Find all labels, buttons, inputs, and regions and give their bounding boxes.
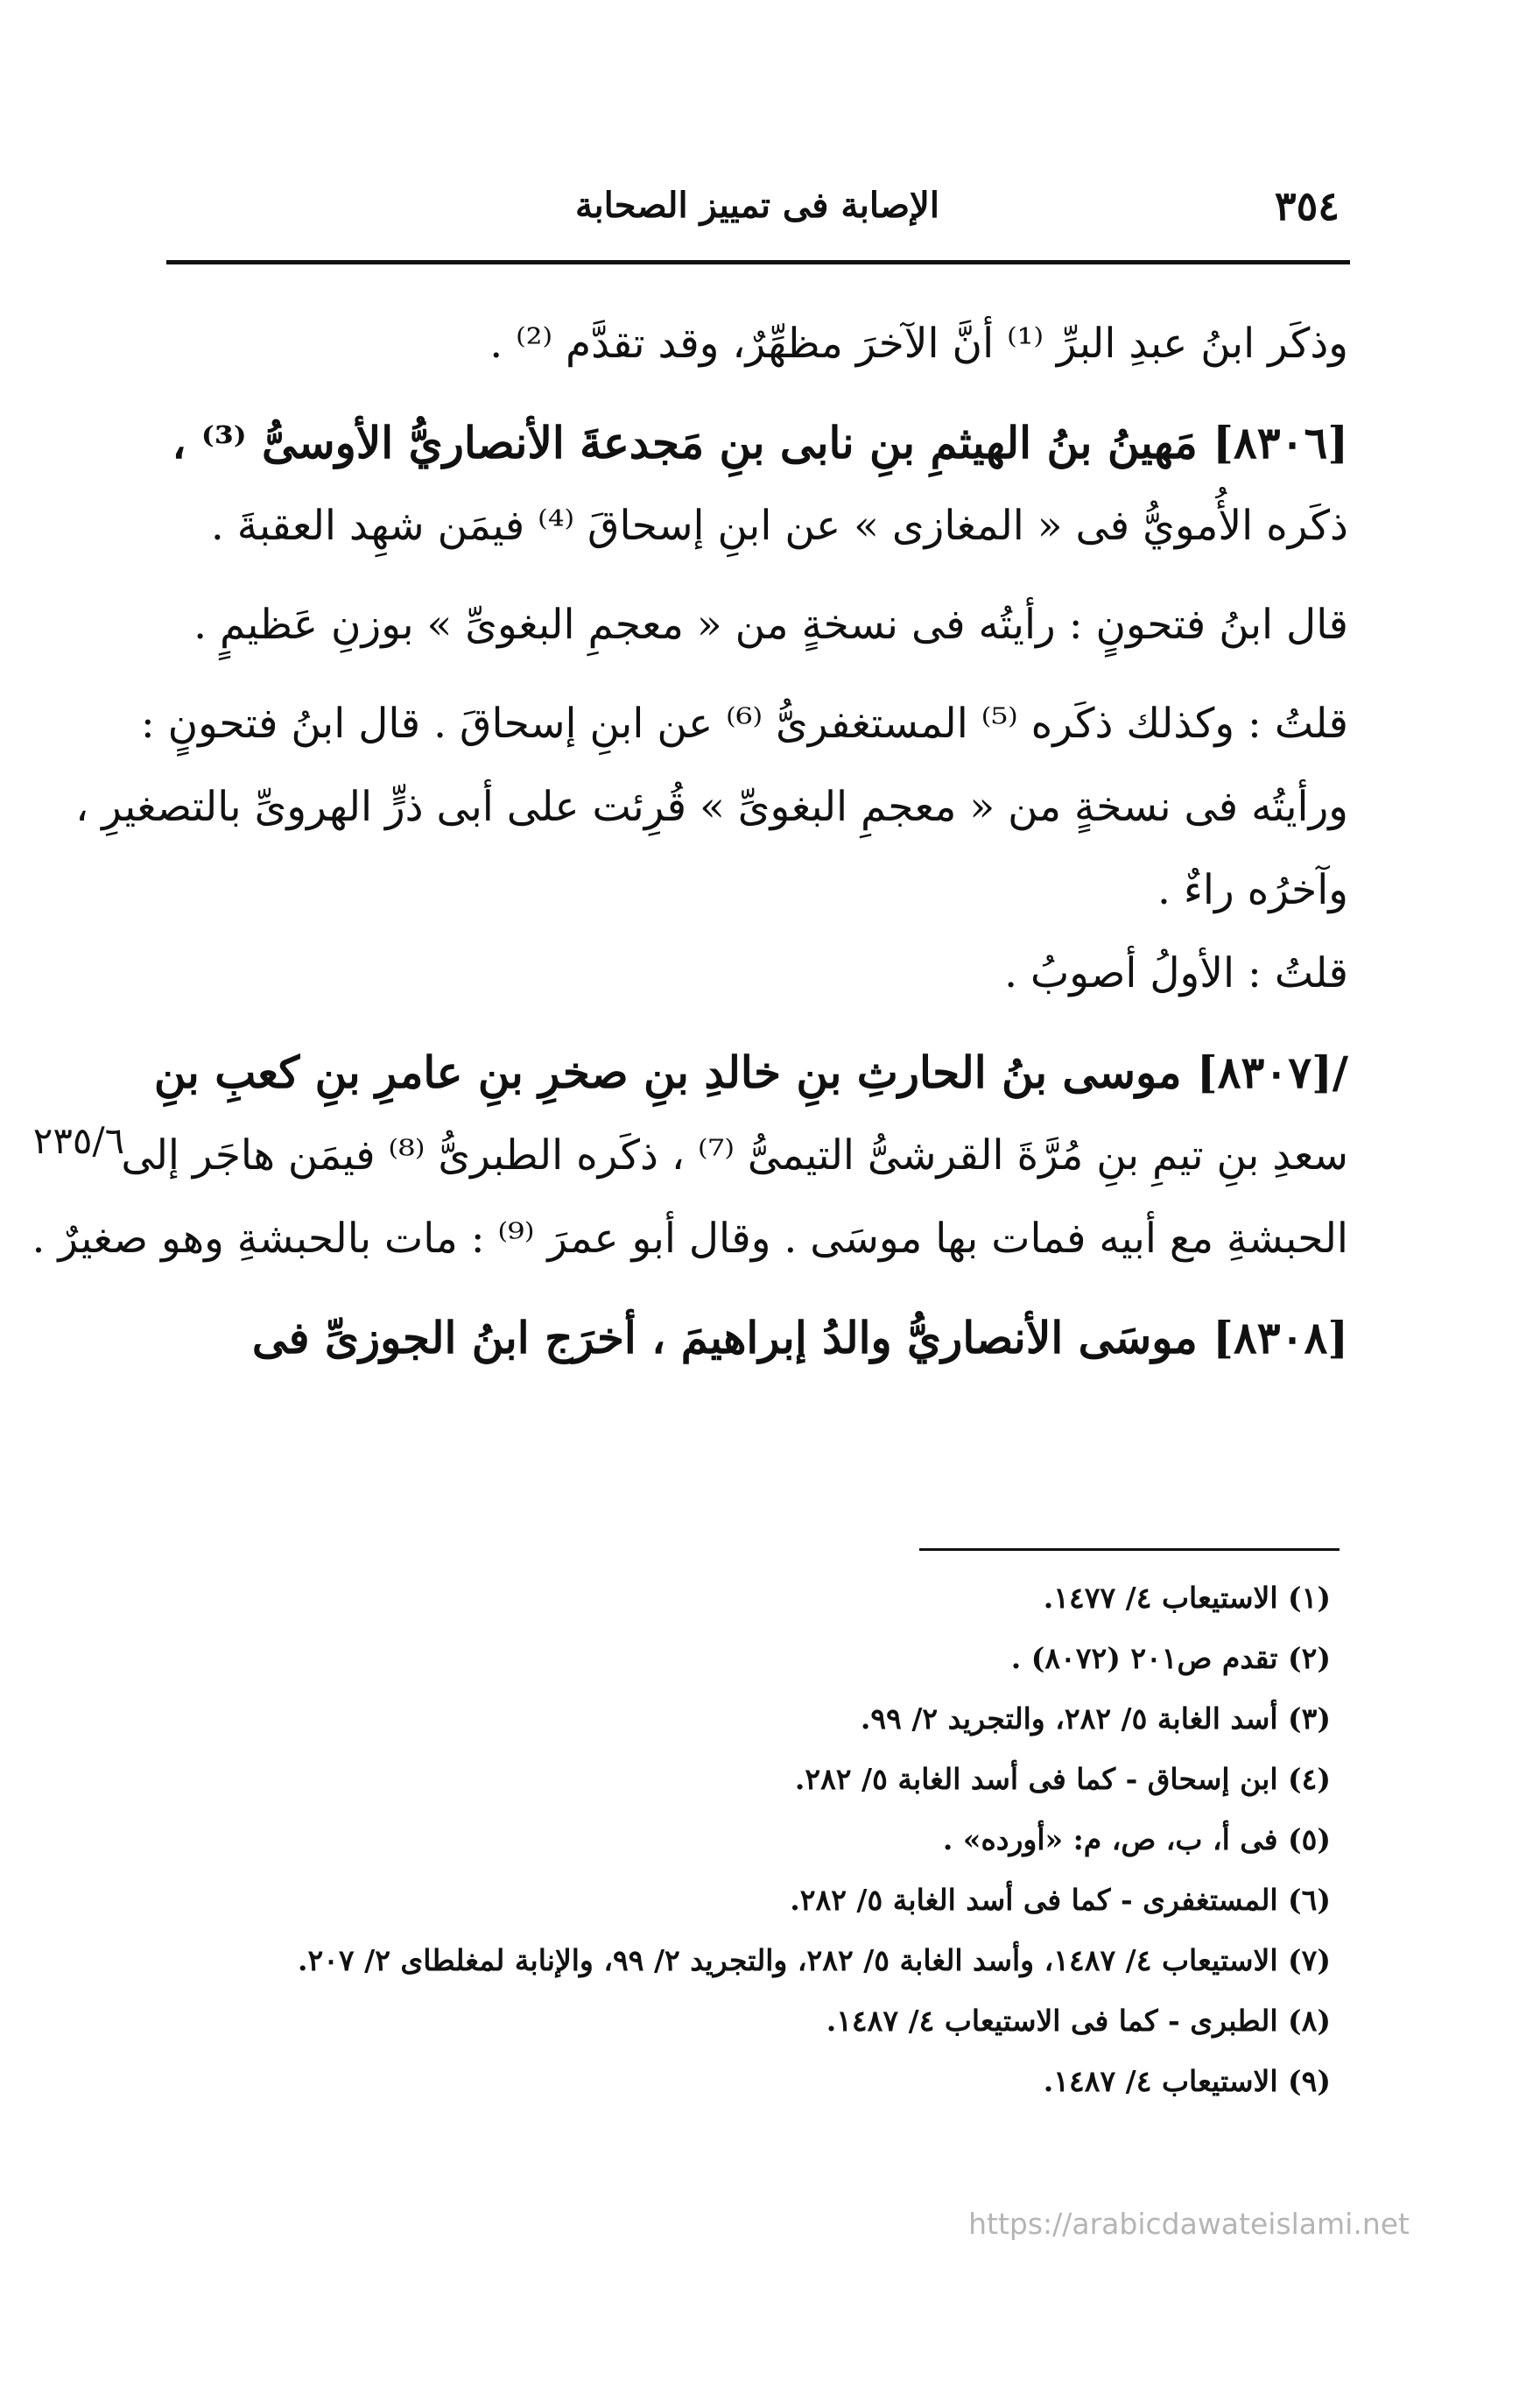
footnote-rule xyxy=(919,1548,1340,1551)
page-number: ٣٥٤ xyxy=(1274,182,1340,229)
running-title: الإصابة فى تمييز الصحابة xyxy=(575,185,939,226)
text-line: قلتُ : الأولُ أصوبُ . xyxy=(1004,949,1348,997)
text-line: الحبشةِ مع أبيه فمات بها موسَى . وقال أبو عمرَ ⁽⁹⁾ : مات بالحبشةِ وهو صغيرٌ . xyxy=(32,1215,1348,1263)
header-rule xyxy=(166,260,1350,264)
text-line: قلتُ : وكذلك ذكَره ⁽⁵⁾ المستغفرىُّ ⁽⁶⁾ عن ابنِ إسحاقَ . قال ابنُ فتحونٍ : xyxy=(140,700,1348,748)
footnote-7: (٧) الاستيعاب ٤/ ١٤٨٧، وأسد الغابة ٥/ ٢٨٢، والتجريد ٢/ ٩٩، والإنابة لمغلطاى ٢/ ٢٠٧. xyxy=(297,1943,1331,1977)
footnotes xyxy=(140,1567,1331,2111)
margin-page-reference: ٢٣٥/٦ xyxy=(32,1119,125,1162)
footnote-9: (٩) الاستيعاب ٤/ ١٤٨٧. xyxy=(1043,2064,1331,2098)
text-line: وآخرُه راءٌ . xyxy=(1157,866,1348,914)
entry-heading-8307: /[٨٣٠٧] موسى بنُ الحارثِ بنِ خالدِ بنِ صخرِ بنِ عامرِ بنِ كعبِ بنِ xyxy=(153,1046,1348,1098)
footnote-5: (٥) فى أ، ب، ص، م: «أورده» . xyxy=(942,1822,1331,1856)
text-line: ذكَره الأُمويُّ فى « المغازى » عن ابنِ إسحاقَ ⁽⁴⁾ فيمَن شهِد العقبةَ . xyxy=(210,502,1348,550)
entry-heading-8306: [٨٣٠٦] مَهينُ بنُ الهيثمِ بنِ نابى بنِ مَجدعةَ الأنصاريُّ الأوسىُّ ⁽³⁾ ، xyxy=(172,417,1348,468)
text-line: وذكَر ابنُ عبدِ البرِّ ⁽¹⁾ أنَّ الآخرَ مظهِّرٌ، وقد تقدَّم ⁽²⁾ . xyxy=(489,320,1348,368)
footnote-3: (٣) أسد الغابة ٥/ ٢٨٢، والتجريد ٢/ ٩٩. xyxy=(860,1701,1331,1736)
footnote-6: (٦) المستغفرى - كما فى أسد الغابة ٥/ ٢٨٢. xyxy=(790,1883,1331,1917)
text-line: ورأيتُه فى نسخةٍ من « معجمِ البغوىِّ » قُرِئت على أبى ذرٍّ الهروىِّ بالتصغيرِ ، xyxy=(75,783,1348,831)
page-header xyxy=(166,175,1348,236)
watermark-url: https://arabicdawateislami.net xyxy=(968,2207,1410,2241)
footnote-4: (٤) ابن إسحاق - كما فى أسد الغابة ٥/ ٢٨٢. xyxy=(794,1762,1331,1796)
text-line: سعدِ بنِ تيمِ بنِ مُرَّةَ القرشىُّ التيمىُّ ⁽⁷⁾ ، ذكَره الطبرىُّ ⁽⁸⁾ فيمَن هاجَر إلى xyxy=(121,1131,1348,1180)
footnote-2: (٢) تقدم ص٢٠١ (٨٠٧٢) . xyxy=(1010,1641,1331,1675)
footnote-8: (٨) الطبرى - كما فى الاستيعاب ٤/ ١٤٨٧. xyxy=(826,2004,1331,2038)
footnote-1: (١) الاستيعاب ٤/ ١٤٧٧. xyxy=(1043,1581,1331,1615)
text-line: قال ابنُ فتحونٍ : رأيتُه فى نسخةٍ من « معجمِ البغوىِّ » بوزنِ عَظيمٍ . xyxy=(193,601,1348,649)
entry-heading-8308: [٨٣٠٨] موسَى الأنصاريُّ والدُ إبراهيمَ ، أخرَج ابنُ الجوزىِّ فى xyxy=(251,1312,1348,1363)
